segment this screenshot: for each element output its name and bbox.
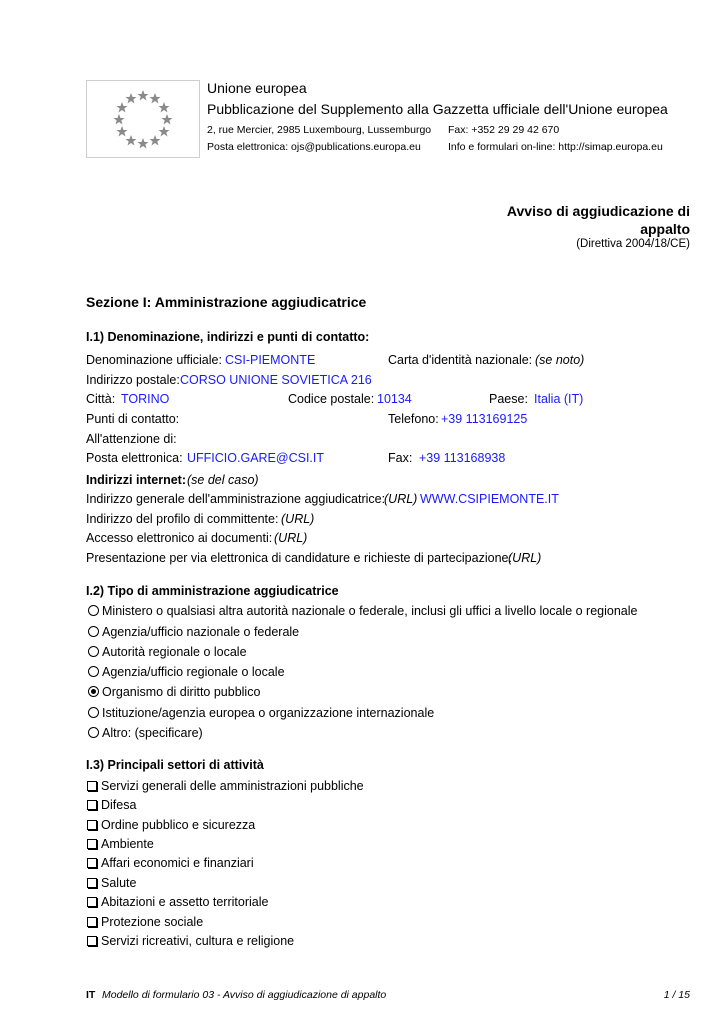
option-label: Altro: (specificare): [102, 726, 203, 740]
option-label: Protezione sociale: [101, 915, 204, 929]
option-label: Agenzia/ufficio nazionale o federale: [102, 625, 300, 639]
settore-ambiente[interactable]: [87, 837, 154, 851]
presentazione-label: Presentazione per via elettronica di candidature e richieste di partecipazione:: [86, 551, 512, 565]
i3-heading: I.3) Principali settori di attività: [86, 758, 264, 772]
checkbox-icon[interactable]: [87, 936, 97, 946]
option-label: Ministero o qualsiasi altra autorità nazionale o federale, inclusi gli uffici a livello locale o regionale: [102, 604, 638, 618]
star-icon: [114, 114, 125, 125]
star-icon: [126, 135, 137, 146]
option-label: Autorità regionale o locale: [102, 645, 247, 659]
option-ministero[interactable]: [88, 604, 638, 618]
option-label: Servizi ricreativi, cultura e religione: [101, 934, 295, 948]
radio-icon[interactable]: [88, 666, 99, 677]
option-label: Abitazioni e assetto territoriale: [101, 895, 269, 909]
option-istituzione-europea[interactable]: [88, 706, 434, 720]
option-label: Salute: [101, 876, 137, 890]
option-agenzia-nazionale[interactable]: [88, 625, 299, 639]
indirizzo-label: Indirizzo postale:: [86, 373, 180, 387]
settore-salute[interactable]: [87, 876, 136, 890]
star-icon: [117, 126, 128, 137]
checkbox-icon[interactable]: [87, 839, 97, 849]
star-icon: [159, 102, 170, 113]
option-label: Servizi generali delle amministrazioni pubbliche: [101, 779, 364, 793]
presentazione-url-tag: (URL): [508, 551, 542, 565]
settore-abitazioni[interactable]: [87, 895, 268, 909]
cap-value: 10134: [377, 392, 412, 406]
star-icon: [162, 114, 173, 125]
checkbox-icon[interactable]: [87, 800, 97, 810]
footer-page: 1 / 15: [663, 989, 690, 1001]
i2-heading: I.2) Tipo di amministrazione aggiudicatrice: [86, 584, 339, 598]
settore-affari-economici[interactable]: [87, 856, 254, 870]
cap-label: Codice postale:: [288, 392, 375, 406]
header-fax: Fax: +352 29 29 42 670: [448, 124, 560, 136]
generale-label: Indirizzo generale dell'amministrazione aggiudicatrice:: [86, 492, 386, 506]
fax-label: Fax:: [388, 451, 413, 465]
internet-label: Indirizzi internet:: [86, 473, 186, 487]
option-label: Ordine pubblico e sicurezza: [101, 818, 256, 832]
option-label: Affari economici e finanziari: [101, 856, 254, 870]
radio-icon[interactable]: [88, 626, 99, 637]
carta-label: Carta d'identità nazionale:: [388, 353, 533, 367]
header-publication: Pubblicazione del Supplemento alla Gazzetta ufficiale dell'Unione europea: [207, 101, 668, 117]
radio-selected-icon[interactable]: [88, 686, 99, 697]
star-icon: [159, 126, 170, 137]
checkbox-icon[interactable]: [87, 897, 97, 907]
internet-note: (se del caso): [187, 473, 259, 487]
checkbox-icon[interactable]: [87, 917, 97, 927]
option-label: Organismo di diritto pubblico: [102, 685, 261, 699]
header-address: 2, rue Mercier, 2985 Luxembourg, Lussemburgo: [207, 124, 432, 136]
accesso-label: Accesso elettronico ai documenti:: [86, 531, 273, 545]
denominazione-value: CSI-PIEMONTE: [225, 353, 316, 367]
radio-icon[interactable]: [88, 707, 99, 718]
generale-url-tag: (URL): [384, 492, 418, 506]
checkbox-icon[interactable]: [87, 820, 97, 830]
profilo-url-tag: (URL): [281, 512, 315, 526]
citta-value: TORINO: [121, 392, 170, 406]
paese-value: Italia (IT): [534, 392, 584, 406]
option-autorita-regionale[interactable]: [88, 645, 247, 659]
settore-protezione-sociale[interactable]: [87, 915, 203, 929]
eu-stars-icon: [87, 81, 199, 157]
option-label: Ambiente: [101, 837, 154, 851]
star-icon: [138, 90, 149, 101]
email-label: Posta elettronica:: [86, 451, 183, 465]
settore-ordine-pubblico[interactable]: [87, 818, 255, 832]
option-label: Agenzia/ufficio regionale o locale: [102, 665, 285, 679]
punti-label: Punti di contatto:: [86, 412, 180, 426]
option-altro[interactable]: [88, 726, 203, 740]
checkbox-icon[interactable]: [87, 878, 97, 888]
settore-servizi-generali[interactable]: [87, 779, 364, 793]
star-icon: [150, 135, 161, 146]
settore-servizi-ricreativi[interactable]: [87, 934, 294, 948]
notice-title-line2: appalto: [640, 221, 690, 237]
eu-flag-logo: [86, 80, 200, 158]
i1-heading: I.1) Denominazione, indirizzi e punti di contatto:: [86, 330, 370, 344]
footer-lang: IT: [86, 989, 96, 1001]
star-icon: [138, 138, 149, 149]
notice-directive: (Direttiva 2004/18/CE): [576, 238, 690, 250]
checkbox-icon[interactable]: [87, 858, 97, 868]
radio-icon[interactable]: [88, 727, 99, 738]
radio-icon[interactable]: [88, 646, 99, 657]
indirizzo-value: CORSO UNIONE SOVIETICA 216: [180, 373, 372, 387]
profilo-label: Indirizzo del profilo di committente:: [86, 512, 279, 526]
footer-form: Modello di formulario 03 - Avviso di aggiudicazione di appalto: [102, 989, 387, 1001]
checkbox-icon[interactable]: [87, 781, 97, 791]
citta-label: Città:: [86, 392, 116, 406]
option-label: Istituzione/agenzia europea o organizzazione internazionale: [102, 706, 435, 720]
telefono-value: +39 113169125: [441, 412, 528, 426]
star-icon: [117, 102, 128, 113]
option-label: Difesa: [101, 798, 137, 812]
telefono-label: Telefono:: [388, 412, 439, 426]
star-icon: [126, 93, 137, 104]
header-org: Unione europea: [207, 80, 307, 96]
header-email: Posta elettronica: ojs@publications.europa.eu: [207, 141, 421, 153]
denominazione-label: Denominazione ufficiale:: [86, 353, 222, 367]
section-heading: Sezione I: Amministrazione aggiudicatrice: [86, 294, 367, 310]
star-icon: [150, 93, 161, 104]
accesso-url-tag: (URL): [274, 531, 308, 545]
settore-difesa[interactable]: [87, 798, 136, 812]
attenzione-label: All'attenzione di:: [86, 432, 177, 446]
generale-value[interactable]: WWW.CSIPIEMONTE.IT: [420, 492, 559, 506]
email-value: UFFICIO.GARE@CSI.IT: [187, 451, 324, 465]
notice-title-line1: Avviso di aggiudicazione di: [506, 203, 690, 219]
carta-value: (se noto): [535, 353, 585, 367]
header-info: Info e formulari on-line: http://simap.europa.eu: [448, 141, 663, 153]
radio-icon[interactable]: [88, 605, 99, 616]
fax-value: +39 113168938: [419, 451, 506, 465]
option-agenzia-regionale[interactable]: [88, 665, 285, 679]
option-organismo[interactable]: [88, 685, 260, 699]
paese-label: Paese:: [489, 392, 528, 406]
